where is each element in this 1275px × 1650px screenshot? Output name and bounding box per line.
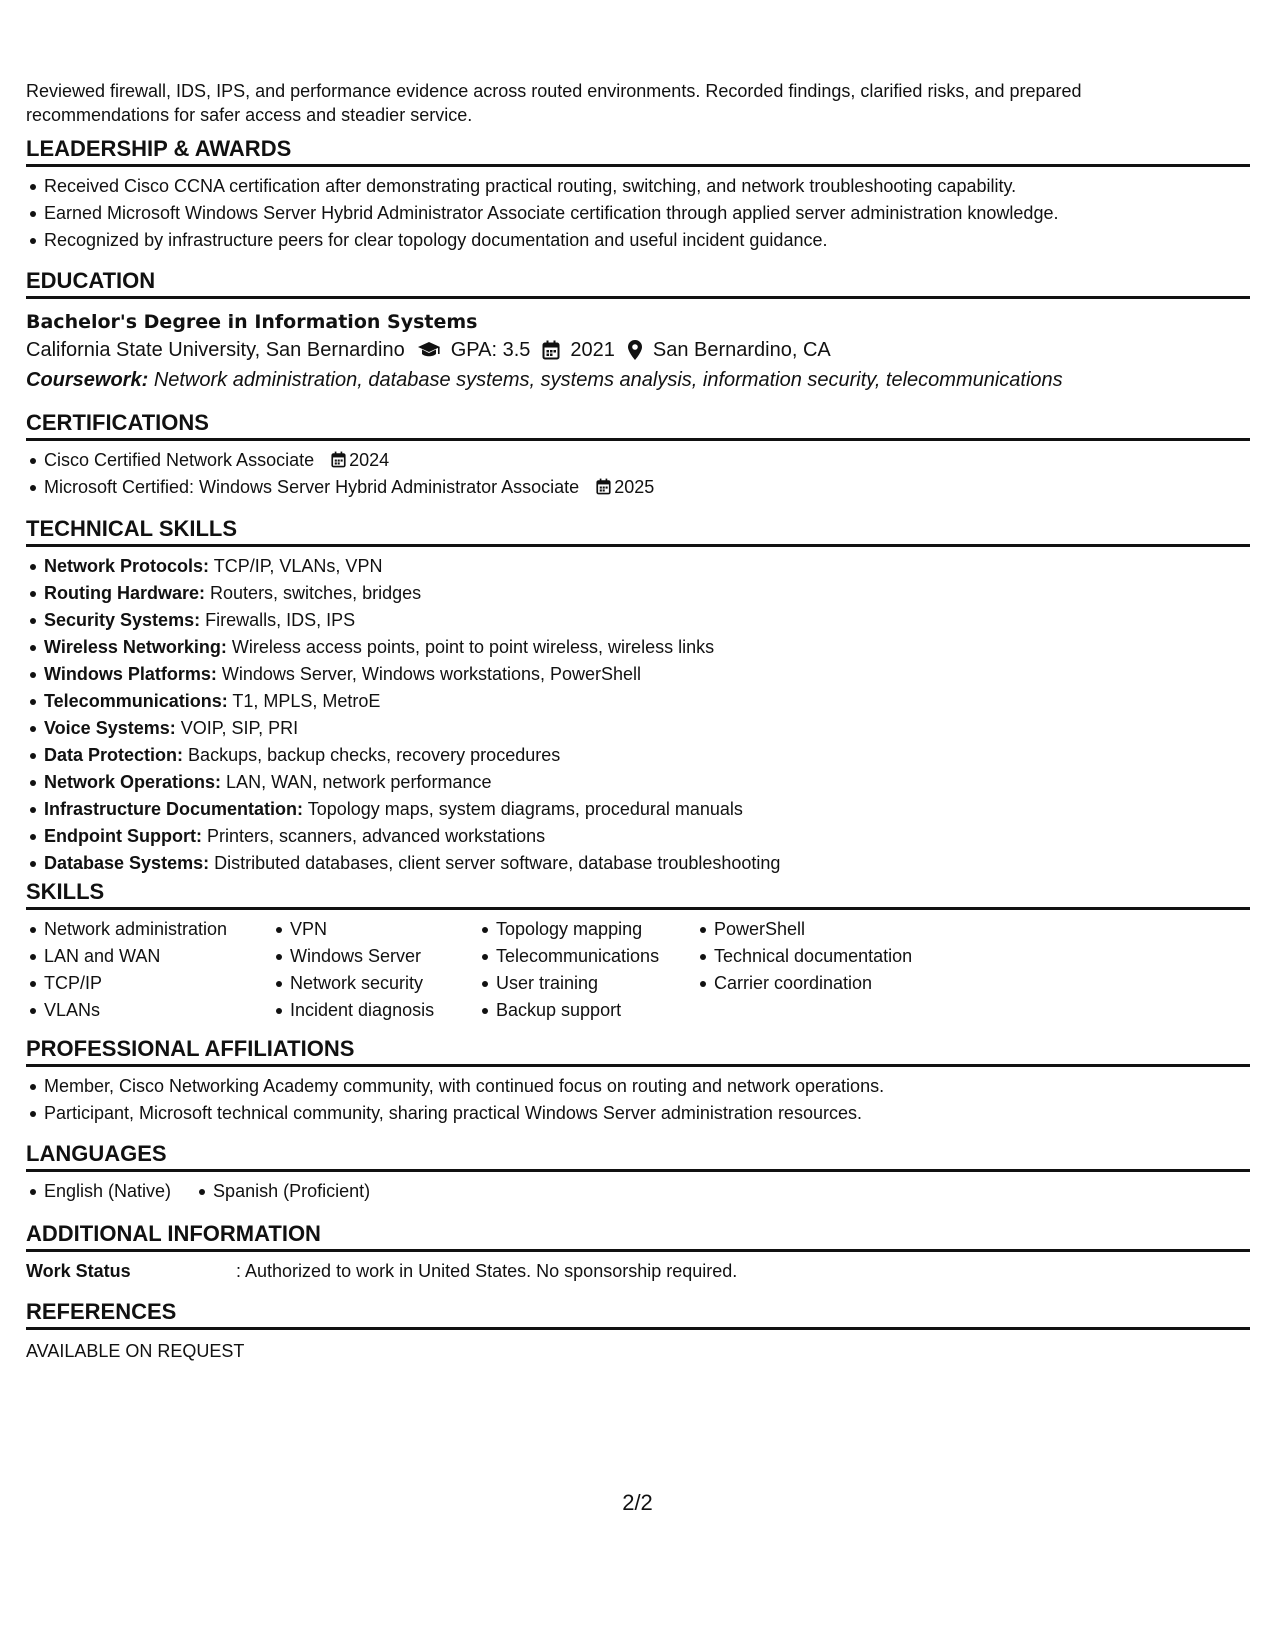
skill-category: Windows Platforms:	[44, 664, 217, 684]
skill-category: Security Systems:	[44, 610, 201, 630]
section-heading-affiliations: PROFESSIONAL AFFILIATIONS	[26, 1036, 1250, 1067]
list-item: Network security	[272, 970, 478, 997]
certifications-section	[26, 410, 1250, 501]
skills-column	[272, 916, 478, 1024]
skill-category: Network Protocols:	[44, 556, 210, 576]
list-item	[26, 580, 1250, 607]
work-status-value: : Authorized to work in United States. No sponsorship required.	[236, 1261, 738, 1281]
technical-skills-section	[26, 516, 1250, 877]
list-item	[26, 742, 1250, 769]
skill-values: Backups, backup checks, recovery procedures	[188, 745, 561, 765]
certification-year: 2025	[614, 477, 655, 497]
skill-category: Database Systems:	[44, 853, 210, 873]
skill-values: Printers, scanners, advanced workstations	[206, 826, 546, 846]
languages-list	[26, 1178, 1250, 1205]
skills-column	[478, 916, 696, 1024]
skill-values: VOIP, SIP, PRI	[180, 718, 299, 738]
list-item	[26, 474, 1250, 501]
degree-title: Bachelor's Degree in Information Systems	[26, 311, 478, 333]
list-item: Recognized by infrastructure peers for clear topology documentation and useful incident guidance.	[26, 227, 1250, 254]
list-item: TCP/IP	[26, 970, 272, 997]
graduation-cap-icon	[417, 341, 441, 359]
list-item: PowerShell	[696, 916, 956, 943]
section-heading-education: EDUCATION	[26, 268, 1250, 299]
work-status-label: Work Status	[26, 1261, 131, 1281]
references-text: AVAILABLE ON REQUEST	[26, 1341, 245, 1361]
list-item	[26, 796, 1250, 823]
list-item: Network administration	[26, 916, 272, 943]
list-item	[26, 715, 1250, 742]
list-item	[26, 634, 1250, 661]
affiliations-section	[26, 1036, 1250, 1127]
coursework	[26, 365, 1250, 395]
additional-info-section	[26, 1221, 1250, 1284]
list-item: VLANs	[26, 997, 272, 1024]
technical-skills-list	[26, 553, 1250, 877]
coursework-list: Network administration, database systems, systems analysis, information security, telecommunications	[153, 369, 1063, 391]
education-section	[26, 268, 1250, 395]
leadership-list	[26, 173, 1250, 254]
intro-paragraph: Reviewed firewall, IDS, IPS, and performance evidence across routed environments. Recorded findings, clarified risks, and prepared recommendations for safer access and steadier service.	[26, 81, 1082, 125]
list-item: Member, Cisco Networking Academy community, with continued focus on routing and network operations.	[26, 1073, 1250, 1100]
skill-values: Topology maps, system diagrams, procedural manuals	[307, 799, 743, 819]
section-heading-skills: SKILLS	[26, 879, 1250, 910]
list-item	[26, 607, 1250, 634]
calendar-icon	[596, 478, 611, 495]
skill-category: Telecommunications:	[44, 691, 228, 711]
work-status-row	[26, 1258, 1250, 1284]
section-heading-languages: LANGUAGES	[26, 1141, 1250, 1172]
skill-values: Windows Server, Windows workstations, PowerShell	[221, 664, 642, 684]
skill-values: T1, MPLS, MetroE	[232, 691, 381, 711]
certification-name: Cisco Certified Network Associate	[44, 450, 315, 470]
list-item: Received Cisco CCNA certification after demonstrating practical routing, switching, and network troubleshooting capability.	[26, 173, 1250, 200]
list-item	[26, 447, 1250, 474]
certification-year: 2024	[349, 450, 390, 470]
calendar-icon	[542, 340, 560, 360]
skill-values: Distributed databases, client server software, database troubleshooting	[214, 853, 781, 873]
list-item	[26, 823, 1250, 850]
calendar-icon	[331, 451, 346, 468]
skill-category: Network Operations:	[44, 772, 222, 792]
skills-column	[696, 916, 956, 1024]
list-item: Backup support	[478, 997, 696, 1024]
list-item: Topology mapping	[478, 916, 696, 943]
list-item	[26, 769, 1250, 796]
skill-values: TCP/IP, VLANs, VPN	[213, 556, 383, 576]
skill-category: Voice Systems:	[44, 718, 176, 738]
skill-category: Data Protection:	[44, 745, 184, 765]
skill-values: Wireless access points, point to point wireless, wireless links	[231, 637, 715, 657]
skill-values: Routers, switches, bridges	[210, 583, 422, 603]
map-pin-icon	[627, 339, 643, 361]
list-item: Technical documentation	[696, 943, 956, 970]
list-item: English (Native)	[26, 1178, 171, 1205]
skill-category: Infrastructure Documentation:	[44, 799, 304, 819]
affiliations-list	[26, 1073, 1250, 1127]
section-heading-references: REFERENCES	[26, 1299, 1250, 1330]
education-details	[26, 335, 1250, 365]
page-number: 2/2	[622, 1490, 653, 1515]
section-heading-additional-info: ADDITIONAL INFORMATION	[26, 1221, 1250, 1252]
skills-grid	[26, 916, 1250, 1024]
leadership-section	[26, 136, 1250, 254]
list-item: Incident diagnosis	[272, 997, 478, 1024]
coursework-label: Coursework:	[26, 369, 149, 391]
graduation-year: 2021	[570, 339, 615, 361]
school-name: California State University, San Bernardino	[26, 339, 405, 361]
list-item: Telecommunications	[478, 943, 696, 970]
certifications-list	[26, 447, 1250, 501]
section-heading-certifications: CERTIFICATIONS	[26, 410, 1250, 441]
list-item: Participant, Microsoft technical community, sharing practical Windows Server administration resources.	[26, 1100, 1250, 1127]
skill-values: LAN, WAN, network performance	[226, 772, 492, 792]
references-section	[26, 1299, 1250, 1364]
list-item: VPN	[272, 916, 478, 943]
list-item	[26, 553, 1250, 580]
skill-category: Endpoint Support:	[44, 826, 202, 846]
skill-category: Wireless Networking:	[44, 637, 227, 657]
section-heading-leadership: LEADERSHIP & AWARDS	[26, 136, 1250, 167]
list-item: Windows Server	[272, 943, 478, 970]
gpa: GPA: 3.5	[450, 339, 531, 361]
list-item: User training	[478, 970, 696, 997]
list-item: Carrier coordination	[696, 970, 956, 997]
skills-section	[26, 879, 1250, 1024]
languages-section	[26, 1141, 1250, 1205]
list-item: LAN and WAN	[26, 943, 272, 970]
list-item	[26, 688, 1250, 715]
section-heading-technical-skills: TECHNICAL SKILLS	[26, 516, 1250, 547]
skill-values: Firewalls, IDS, IPS	[205, 610, 356, 630]
skill-category: Routing Hardware:	[44, 583, 206, 603]
list-item	[26, 850, 1250, 877]
list-item	[26, 661, 1250, 688]
list-item: Spanish (Proficient)	[195, 1178, 370, 1205]
certification-name: Microsoft Certified: Windows Server Hybrid Administrator Associate	[44, 477, 580, 497]
list-item: Earned Microsoft Windows Server Hybrid Administrator Associate certification through applied server administration knowledge.	[26, 200, 1250, 227]
skills-column	[26, 916, 272, 1024]
school-location: San Bernardino, CA	[652, 339, 831, 361]
